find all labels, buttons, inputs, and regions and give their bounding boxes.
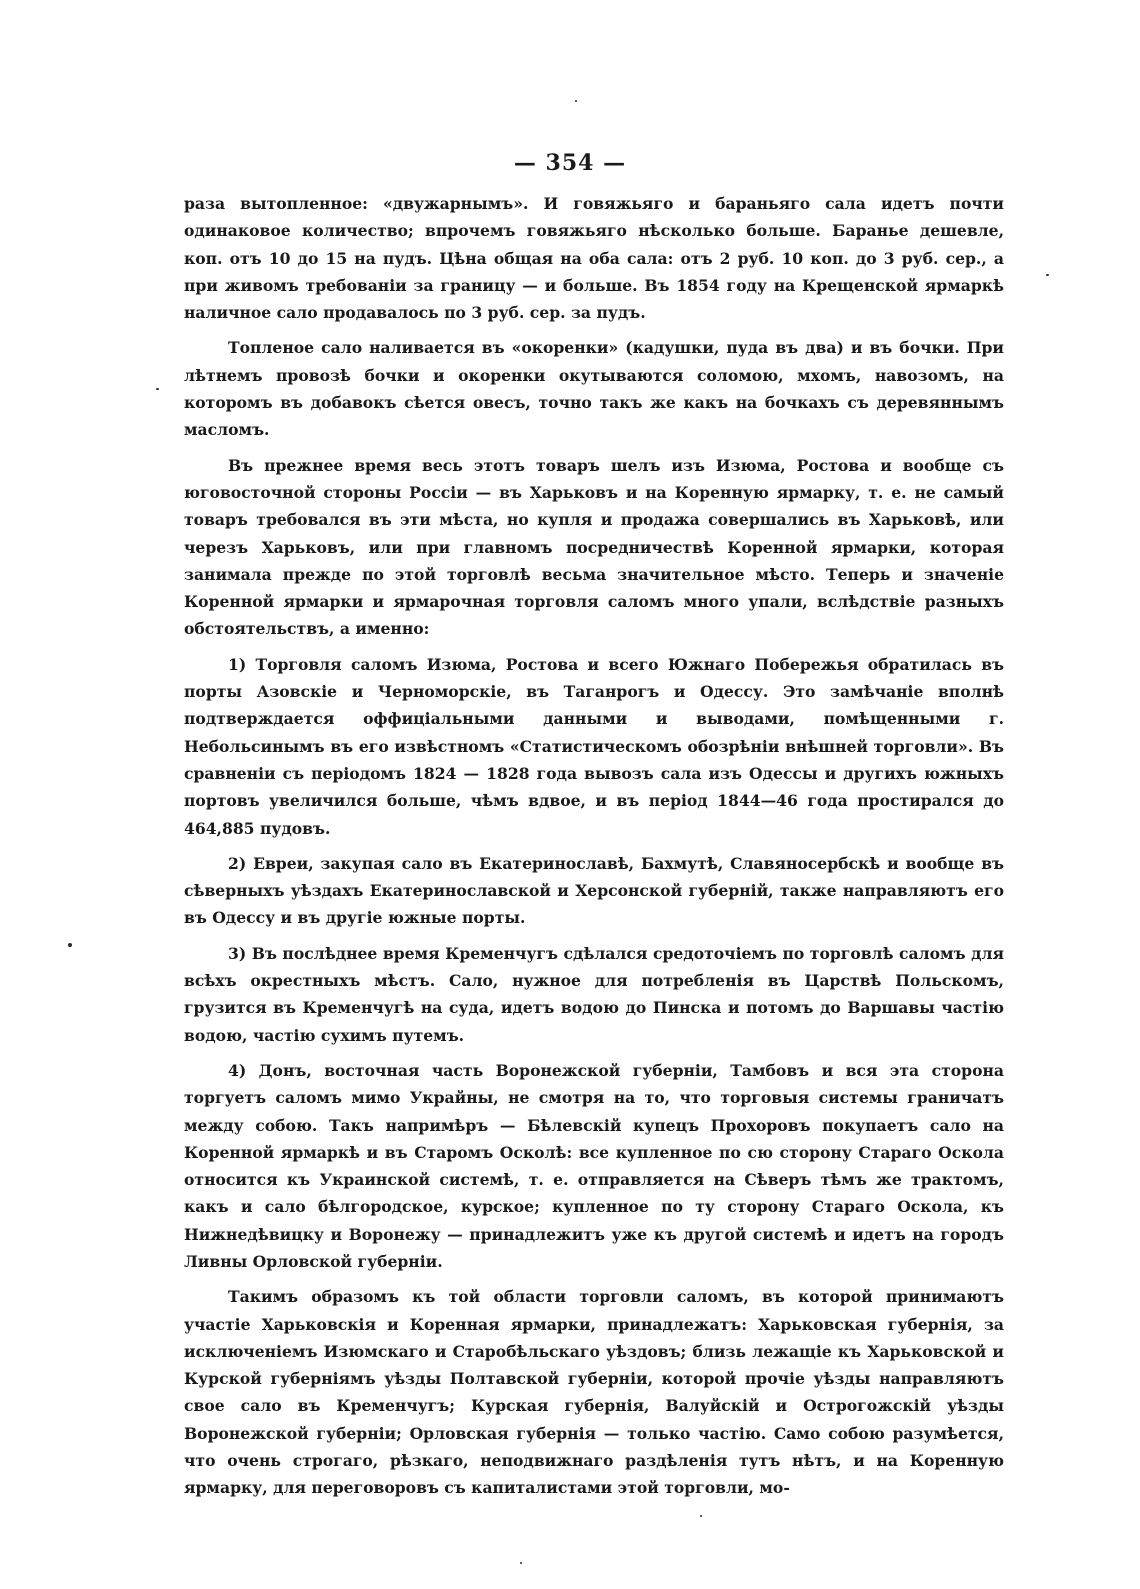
scan-speck <box>700 1515 702 1517</box>
paragraph-2: Топленое сало наливается въ «окоренки» (кадушки, пуда въ два) и въ бочки. При лѣтнемъ провозѣ бочки и окоренки окутываются соломою, мхомъ, навозомъ, на которомъ въ добавокъ сѣется овесъ, точно такъ же какъ на бочкахъ съ деревяннымъ масломъ. <box>184 338 1004 440</box>
paragraph-1: раза вытопленное: «двужарнымъ». И говяжьяго и бараньяго сала идетъ почти одинаковое количество; впрочемъ говяжьяго нѣсколько больше. Баранье дешевле, коп. отъ 10 до 15 на пудъ. Цѣна общая на оба сала: отъ 2 руб. 10 коп. до 3 руб. сер., а при живомъ требованіи за границу — и больше. Въ 1854 году на Крещенской ярмаркѣ наличное сало продавалось по 3 руб. сер. за пудъ. <box>184 194 1004 323</box>
paragraph-8: Такимъ образомъ къ той области торговли саломъ, въ которой принимаютъ участіе Харьковскія и Коренная ярмарки, принадлежатъ: Харьковская губернія, за исключеніемъ Изюмскаго и Старобѣльскаго уѣздовъ; близь лежащіе къ Харьковской и Курской губерніямъ уѣзды Полтавской губерніи, которой прочіе уѣзды направляютъ свое сало въ Кременчугъ; Курская губернія, Валуйскій и Острогожскій уѣзды Воронежской губерніи; Орловская губернія — только частію. Само собою разумѣется, что очень строгаго, рѣзкаго, неподвижнаго раздѣленія тутъ нѣтъ, и на Коренную ярмарку, для переговоровъ съ капиталистами этой торговли, мо- <box>184 1287 1004 1498</box>
scan-speck <box>575 100 577 102</box>
scan-speck <box>1046 274 1049 276</box>
paragraph-3: Въ прежнее время весь этотъ товаръ шелъ изъ Изюма, Ростова и вообще съ юговосточной стороны Россіи — въ Харьковъ и на Коренную ярмарку, т. е. не самый товаръ требовался въ эти мѣста, но купля и продажа совершались въ Харьковѣ, или черезъ Харьковъ, или при главномъ посредничествѣ Коренной ярмарки, которая занимала прежде по этой торговлѣ весьма значительное мѣсто. Теперь и значеніе Коренной ярмарки и ярмарочная торговля саломъ много упали, вслѣдствіе разныхъ обстоятельствъ, а именно: <box>184 455 1004 639</box>
scan-speck <box>68 943 72 947</box>
paragraph-7: 4) Донъ, восточная часть Воронежской губерніи, Тамбовъ и вся эта сторона торгуетъ саломъ мимо Украйны, не смотря на то, что торговыя системы граничатъ между собою. Такъ напримѣръ — Бѣлевскій купецъ Прохоровъ покупаетъ сало на Коренной ярмаркѣ и въ Старомъ Осколѣ: все купленное по сю сторону Стараго Оскола относится къ Украинской системѣ, т. е. отправляется на Сѣверъ тѣмъ же трактомъ, какъ и сало бѣлгородское, курское; купленное по ту сторону Стараго Оскола, къ Нижнедѣвицку и Воронежу — принадлежитъ уже къ другой системѣ и идетъ на городъ Ливны Орловской губерніи. <box>184 1060 1004 1271</box>
scan-speck <box>520 1562 522 1564</box>
page-number: — 354 — <box>513 150 627 176</box>
scan-speck <box>156 388 159 390</box>
paragraph-5: 2) Евреи, закупая сало въ Екатеринославѣ, Бахмутѣ, Славяносербскѣ и вообще въ сѣверныхъ уѣздахъ Екатеринославской и Херсонской губерній, также направляютъ его въ Одессу и въ другіе южные порты. <box>184 853 1004 928</box>
text-body <box>184 190 1004 1510</box>
paragraph-6: 3) Въ послѣднее время Кременчугъ сдѣлался средоточіемъ по торговлѣ саломъ для всѣхъ окрестныхъ мѣстъ. Сало, нужное для потребленія въ Царствѣ Польскомъ, грузится въ Кременчугѣ на суда, идетъ водою до Пинска и потомъ до Варшавы частію водою, частію сухимъ путемъ. <box>184 943 1004 1045</box>
paragraph-4: 1) Торговля саломъ Изюма, Ростова и всего Южнаго Побережья обратилась въ порты Азовскіе и Черноморскіе, въ Таганрогъ и Одессу. Это замѣчаніе вполнѣ подтверждается оффиціальными данными и выводами, помѣщенными г. Небольсинымъ въ его извѣстномъ «Статистическомъ обозрѣніи внѣшней торговли». Въ сравненіи съ періодомъ 1824 — 1828 года вывозъ сала изъ Одессы и другихъ южныхъ портовъ увеличился больше, чѣмъ вдвое, и въ період 1844—46 года простирался до 464,885 пудовъ. <box>184 654 1004 838</box>
